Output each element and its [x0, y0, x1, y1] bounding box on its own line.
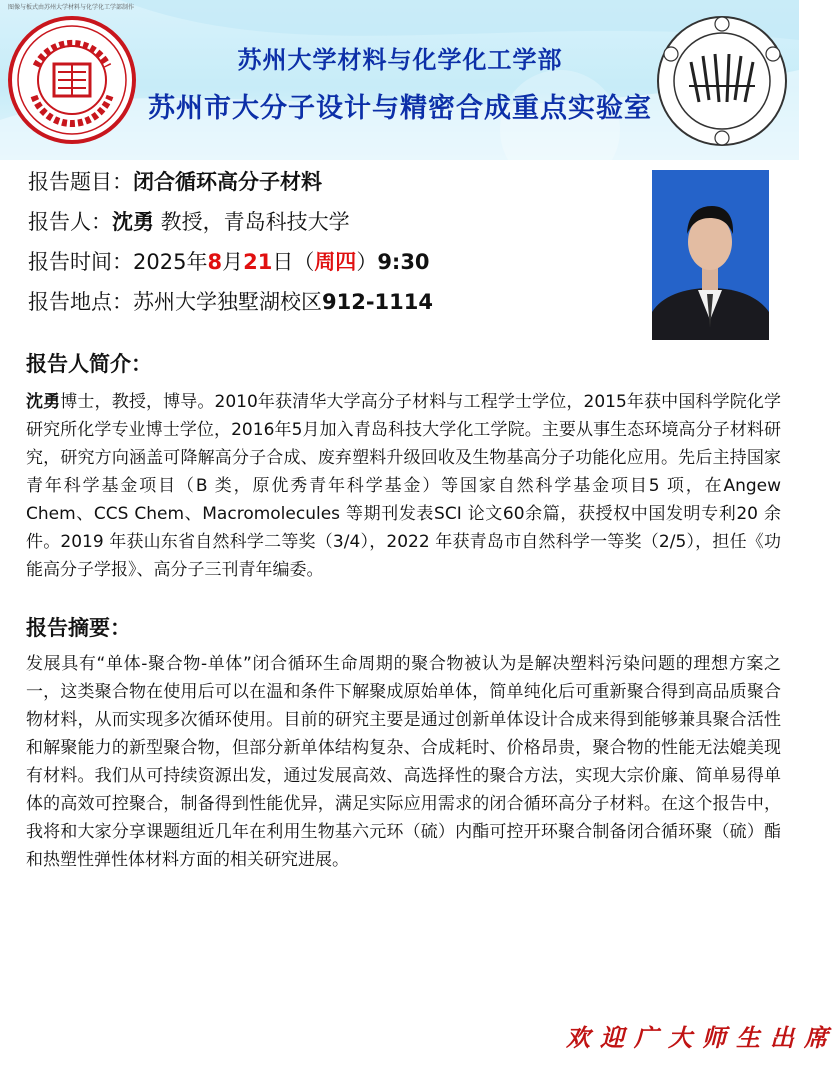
- speaker-portrait-drawing: [652, 170, 769, 340]
- speaker-photo: [652, 170, 769, 340]
- speaker-row: [28, 202, 628, 242]
- place-room: 912-1114: [322, 290, 433, 314]
- header-title-school: 苏州大学材料与化学化工学部: [237, 46, 563, 74]
- time-day: 21: [243, 250, 273, 274]
- bio-text: 博士，教授，博导。2010年获清华大学高分子材料与工程学士学位，2015年获中国科学院化学研究所化学专业博士学位，2016年5月加入青岛科技大学化工学院。主要从事生态环境高分子材料研究，研究方向涵盖可降解高分子合成、废弃塑料升级回收及生物基高分子功能化应用。先后主持国家青年科学基金项目（B 类，原优秀青年科学基金）等国家自然科学基金项目5 项，在Angew Chem、CCS Chem、Macromolecules 等期刊发表SCI 论文60余篇，获授权中国发明专利20 余件。2019 年获山东省自然科学二等奖（3/4），2022 年获青岛市自然科学一等奖（2/5），担任《功能高分子学报》、高分子三刊青年编委。: [26, 392, 782, 580]
- time-paren-close: ）: [356, 250, 378, 274]
- abstract-section-title: 报告摘要：: [26, 616, 131, 640]
- time-day-unit: 日: [272, 250, 294, 274]
- time-month-unit: 月: [222, 250, 244, 274]
- place-value: 苏州大学独墅湖校区: [133, 290, 322, 314]
- talk-info: [28, 162, 628, 322]
- speaker-affiliation: 教授，青岛科技大学: [154, 210, 350, 234]
- speaker-name: 沈勇: [112, 210, 154, 234]
- time-label: 报告时间：: [28, 250, 133, 274]
- time-paren-open: （: [293, 250, 315, 274]
- topic-value: 闭合循环高分子材料: [133, 170, 322, 194]
- time-row: [28, 242, 628, 282]
- header-title-lab: 苏州市大分子设计与精密合成重点实验室: [148, 93, 652, 124]
- header-small-note: 图像与板式由苏州大学材料与化学化工学部制作: [8, 4, 135, 11]
- bio-paragraph: [26, 388, 781, 584]
- bio-section-title: 报告人简介：: [26, 352, 152, 376]
- bio-name: 沈勇: [26, 392, 61, 412]
- place-row: [28, 282, 628, 322]
- welcome-slogan: 欢迎广大师生出席: [566, 1023, 838, 1052]
- soochow-university-seal: [6, 14, 138, 146]
- speaker-label: 报告人：: [28, 210, 112, 234]
- college-seal: [655, 14, 789, 148]
- place-label: 报告地点：: [28, 290, 133, 314]
- topic-row: [28, 162, 628, 202]
- time-weekday: 周四: [314, 250, 357, 274]
- time-clock: 9:30: [377, 250, 430, 274]
- header-banner: [0, 0, 799, 160]
- abstract-paragraph: 发展具有“单体-聚合物-单体”闭合循环生命周期的聚合物被认为是解决塑料污染问题的理想方案之一，这类聚合物在使用后可以在温和条件下解聚成原始单体，简单纯化后可重新聚合得到高品质聚合物材料，从而实现多次循环使用。目前的研究主要是通过创新单体设计合成来得到能够兼具聚合活性和解聚能力的新型聚合物，但部分新单体结构复杂、合成耗时、价格昂贵，聚合物的性能无法媲美现有材料。我们从可持续资源出发，通过发展高效、高选择性的聚合方法，实现大宗价廉、简单易得单体的高效可控聚合，制备得到性能优异，满足实际应用需求的闭合循环高分子材料。在这个报告中，我将和大家分享课题组近几年在利用生物基六元环（硫）内酯可控开环聚合制备闭合循环聚（硫）酯和热塑性弹性体材料方面的相关研究进展。: [26, 654, 781, 870]
- time-year: 2025年: [133, 250, 208, 274]
- topic-label: 报告题目：: [28, 170, 133, 194]
- time-month: 8: [207, 250, 223, 274]
